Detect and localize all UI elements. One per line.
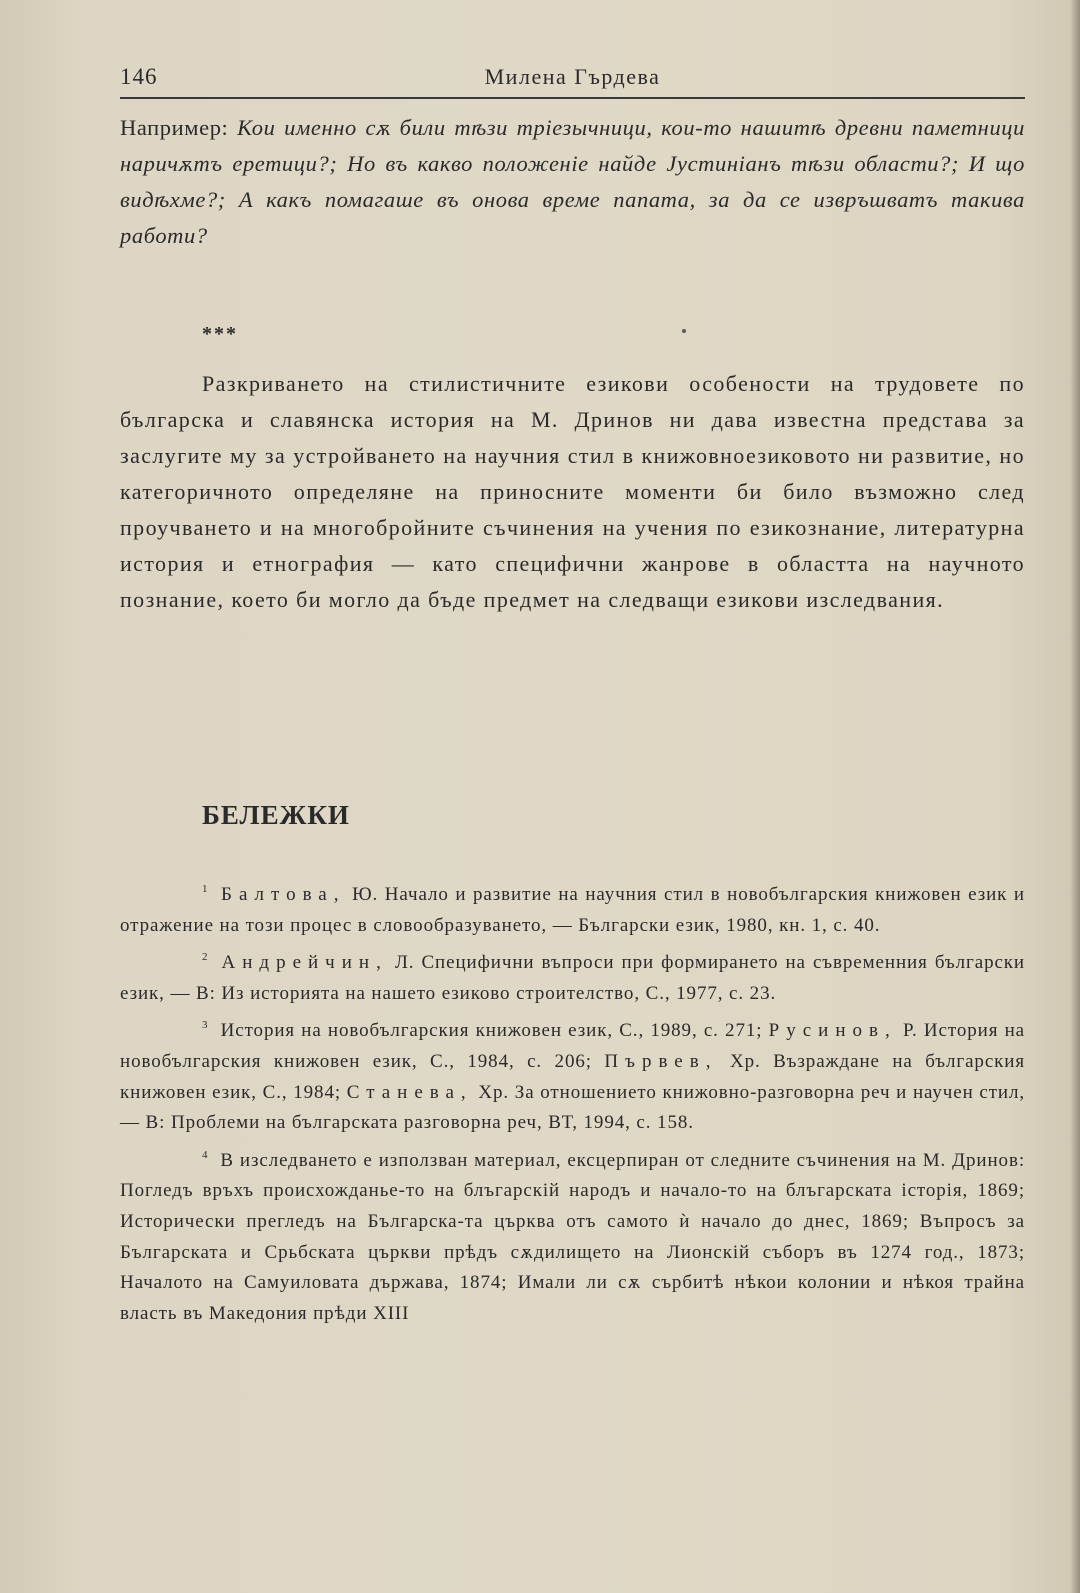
note-item: [120, 874, 1025, 941]
note-text: Р. История на новобългарския книжовен език, С., 1984, с. 206;: [120, 1020, 1025, 1072]
print-speck: [682, 329, 686, 333]
note-marker: 1: [202, 883, 209, 895]
notes-heading: БЕЛЕЖКИ: [202, 800, 350, 830]
running-header: [120, 64, 1025, 96]
question-paragraph: [120, 110, 1025, 254]
note-text: В изследването е използван материал, ексцерпиран от следните съчинения на М. Дринов: Погледъ връхъ происхожданье-то на блъгарскій народъ и начало-то на блъгарската історія, 1869; Исторически прегледъ на Българска-та църква отъ самото ѝ начало до днес, 1869; Въпросъ за Българската и Срьбската църкви прѣдъ сѫдилището на Лионскій съборъ въ 1274 год., 1873; Началото на Самуиловата държава, 1874; Имали ли сѫ сърбитѣ нѣкои колонии и нѣкоя трайна власть въ Македония прѣди XIII: [120, 1149, 1025, 1324]
notes-list: [120, 874, 1025, 1330]
note-text: Ю. Начало и развитие на научния стил в новобългарския книжовен език и отражение на този процес в словообразуването, — Български език, 1980, кн. 1, с. 40.: [120, 884, 1025, 936]
note-author: Станева,: [346, 1081, 473, 1103]
note-text: Л. Специфични въпроси при формирането на съвременния български език, — В: Из историята на нашето езиково строителство, С., 1977, с. 23.: [120, 952, 1025, 1004]
note-author: Андрейчин,: [221, 952, 388, 974]
page-edge-shadow: [1070, 0, 1080, 1593]
note-text: Хр. Възраждане на българския книжовен език, С., 1984;: [120, 1050, 1026, 1103]
question-lead: Например:: [120, 115, 229, 140]
note-item: [120, 942, 1025, 1009]
note-text: История на новобългарския книжовен език, С., 1989, с. 271;: [220, 1020, 763, 1042]
note-item: [120, 1140, 1025, 1330]
note-text: Хр. За отношението книжовно-разговорна реч и научен стил, — В: Проблеми на българската разговорна реч, ВТ, 1994, с. 158.: [120, 1081, 1025, 1134]
section-separator: ***: [202, 323, 238, 345]
note-marker: 2: [202, 951, 209, 964]
body-paragraph: Разкриването на стилистичните езикови особености на трудовете по българска и славянска история на М. Дринов ни дава известна представа за заслугите му за устройването на научния стил в книжовноезиковото ни развитие, но категоричното определяне на приносните моменти би било възможно след проучването и на многобройните съчинения на учения по езикознание, литературна история и етнография — като специфични жанрове в областта на научното познание, което би могло да бъде предмет на следващи езикови изследвания.: [120, 371, 1025, 612]
page-number: 146: [120, 64, 158, 89]
note-author: Русинов,: [768, 1020, 897, 1042]
note-author: Първев,: [604, 1050, 718, 1072]
note-author: Балтова,: [221, 884, 346, 905]
header-rule: [120, 97, 1025, 99]
header-author: Милена Гърдева: [484, 64, 661, 89]
question-text: Кои именно сѫ били тѣзи тріезычници, кои-то нашитѣ древни паметници наричѫтъ еретици?; Но въ какво положеніе найде Јустиніанъ тѣзи области?; И що видѣхме?; А какъ помагаше въ онова време папата, за да се извръшватъ такива работи?: [120, 115, 1025, 248]
note-item: [120, 1010, 1025, 1138]
note-marker: 3: [202, 1019, 209, 1032]
note-marker: 4: [202, 1148, 209, 1161]
